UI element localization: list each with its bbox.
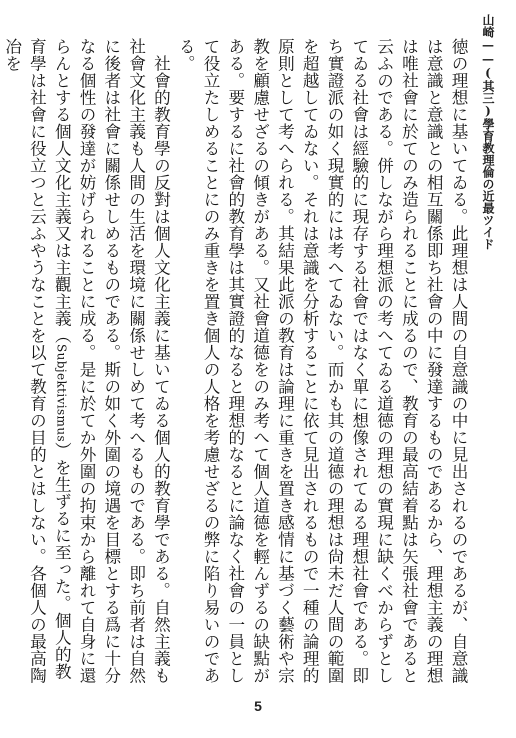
paragraph [172, 38, 470, 686]
body-text [2, 38, 470, 686]
paragraph [0, 38, 172, 686]
paragraph-text: 徳の理想に基いてゐる。此理想は人間の自意識の中に見出されるのであるが、自意識は意識と意識との相互關係即ち社會の中に發達するものであるから、理想主義の理想は唯社會に於てのみ造られることに成るので、教育の最高結着點は矢張社會であると云ふのである。併しながら理想派の考へてゐる道德の理想の實現に缺くべからずとしてゐる社會は經驗的に現存する社會ではなく單に想像されてゐる理想社會である。即ち實證派の如く現實的には考へてゐない。而かも其の道德の理想は尙未だ人間の範圍を超越してゐない。それは意識を分析することに依て見出されるもので一種の論理的原則として考へられる。其結果此派の教育は論理に重きを置き感情に基づく藝術や宗教を顧慮せざるの傾きがある。又社會道德をのみ考へて個人道德を輕んずるの缺點がある。要するに社會的教育學は其實證的なると理想的なるとに論なく社會の一員として役立たしめることにのみ重きを置き個人の人格を考慮せざるの弊に陷り易いのである。 [176, 38, 468, 684]
paragraph-text: 社會的教育學の反對は個人文化主義に基いてゐる個人的教育學である。自然主義も社會文化主義も人間の生活を環境に關係せしめて考へるものである。即ち前者は自然に後者は社會に關係せしめるものである。斯の如く外圍の境遇を目標とする爲に十分なる個性の發達が妨げられることに成る。是に於てか外圍の拘束から離れて自身に還らんとする個人文化主義又は主觀主義（ [52, 38, 171, 684]
running-header: 山崎——(其三)學育教理倫の近最ツイド [481, 14, 495, 250]
foreign-term: Subjektivismus [54, 344, 69, 443]
paragraph-text: ）を生ずるに至った。個人的教育學は社會に役立つと云ふやうなことを以て教育の目的とはしない。各個人の最高陶冶を [2, 38, 72, 684]
page-number: 5 [254, 698, 262, 714]
